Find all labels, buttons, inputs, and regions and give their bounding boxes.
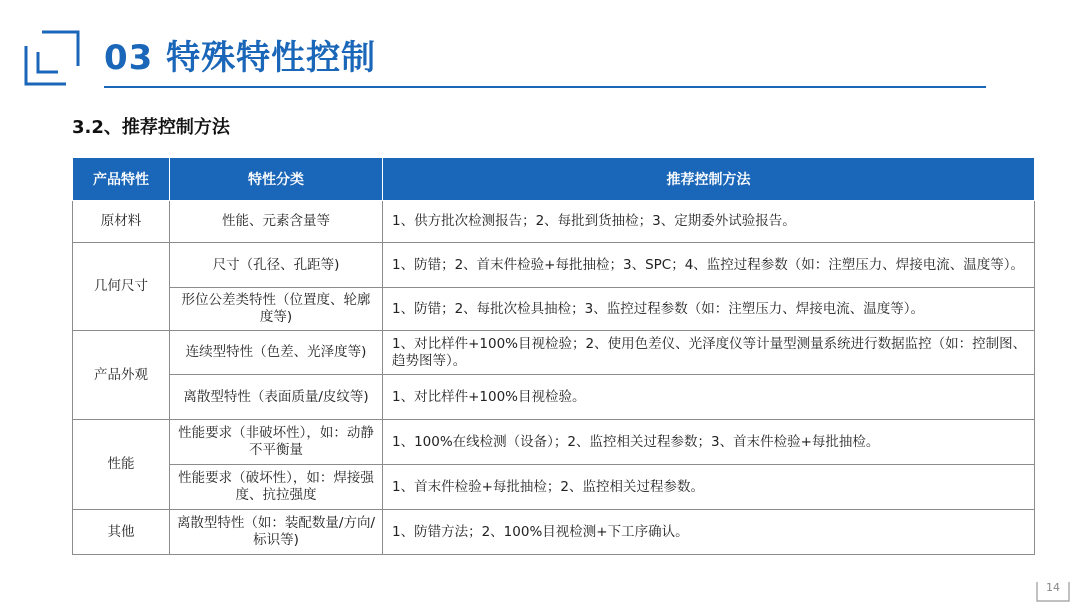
title-divider [104,86,986,88]
column-header-recommended-method: 推荐控制方法 [383,158,1035,201]
table-row [73,375,1035,420]
method-cell: 1、防错；2、每批次检具抽检；3、监控过程参数（如：注塑压力、焊接电流、温度等）。 [383,288,1035,331]
table-row [73,331,1035,375]
table-row [73,510,1035,555]
table-row [73,243,1035,288]
category-cell: 性能 [73,420,170,510]
section-heading: 3.2、推荐控制方法 [72,117,230,138]
method-cell: 1、防错方法；2、100%目视检测+下工序确认。 [383,510,1035,555]
type-cell: 离散型特性（表面质量/皮纹等) [170,375,383,420]
type-cell: 性能要求（非破坏性），如：动静不平衡量 [170,420,383,465]
table-row [73,201,1035,243]
category-cell: 其他 [73,510,170,555]
category-cell: 几何尺寸 [73,243,170,331]
method-cell: 1、100%在线检测（设备）；2、监控相关过程参数；3、首末件检验+每批抽检。 [383,420,1035,465]
type-cell: 性能要求（破坏性），如：焊接强度、抗拉强度 [170,465,383,510]
logo-mark-icon [22,26,82,88]
type-cell: 性能、元素含量等 [170,201,383,243]
column-header-characteristic-type: 特性分类 [170,158,383,201]
method-cell: 1、对比样件+100%目视检验；2、使用色差仪、光泽度仪等计量型测量系统进行数据监控（如：控制图、趋势图等）。 [383,331,1035,375]
type-cell: 连续型特性（色差、光泽度等) [170,331,383,375]
page-title: 03 特殊特性控制 [104,38,377,78]
table-row [73,465,1035,510]
method-cell: 1、防错；2、首末件检验+每批抽检；3、SPC；4、监控过程参数（如：注塑压力、焊接电流、温度等）。 [383,243,1035,288]
table-row [73,288,1035,331]
method-cell: 1、供方批次检测报告；2、每批到货抽检；3、定期委外试验报告。 [383,201,1035,243]
type-cell: 形位公差类特性（位置度、轮廓度等) [170,288,383,331]
type-cell: 离散型特性（如：装配数量/方向/标识等) [170,510,383,555]
table-header-row [73,158,1035,201]
category-cell: 产品外观 [73,331,170,420]
table-row [73,420,1035,465]
page-number: 14 [1046,581,1060,594]
column-header-product-characteristic: 产品特性 [73,158,170,201]
type-cell: 尺寸（孔径、孔距等) [170,243,383,288]
category-cell: 原材料 [73,201,170,243]
method-cell: 1、首末件检验+每批抽检；2、监控相关过程参数。 [383,465,1035,510]
control-methods-table [72,157,1035,555]
method-cell: 1、对比样件+100%目视检验。 [383,375,1035,420]
